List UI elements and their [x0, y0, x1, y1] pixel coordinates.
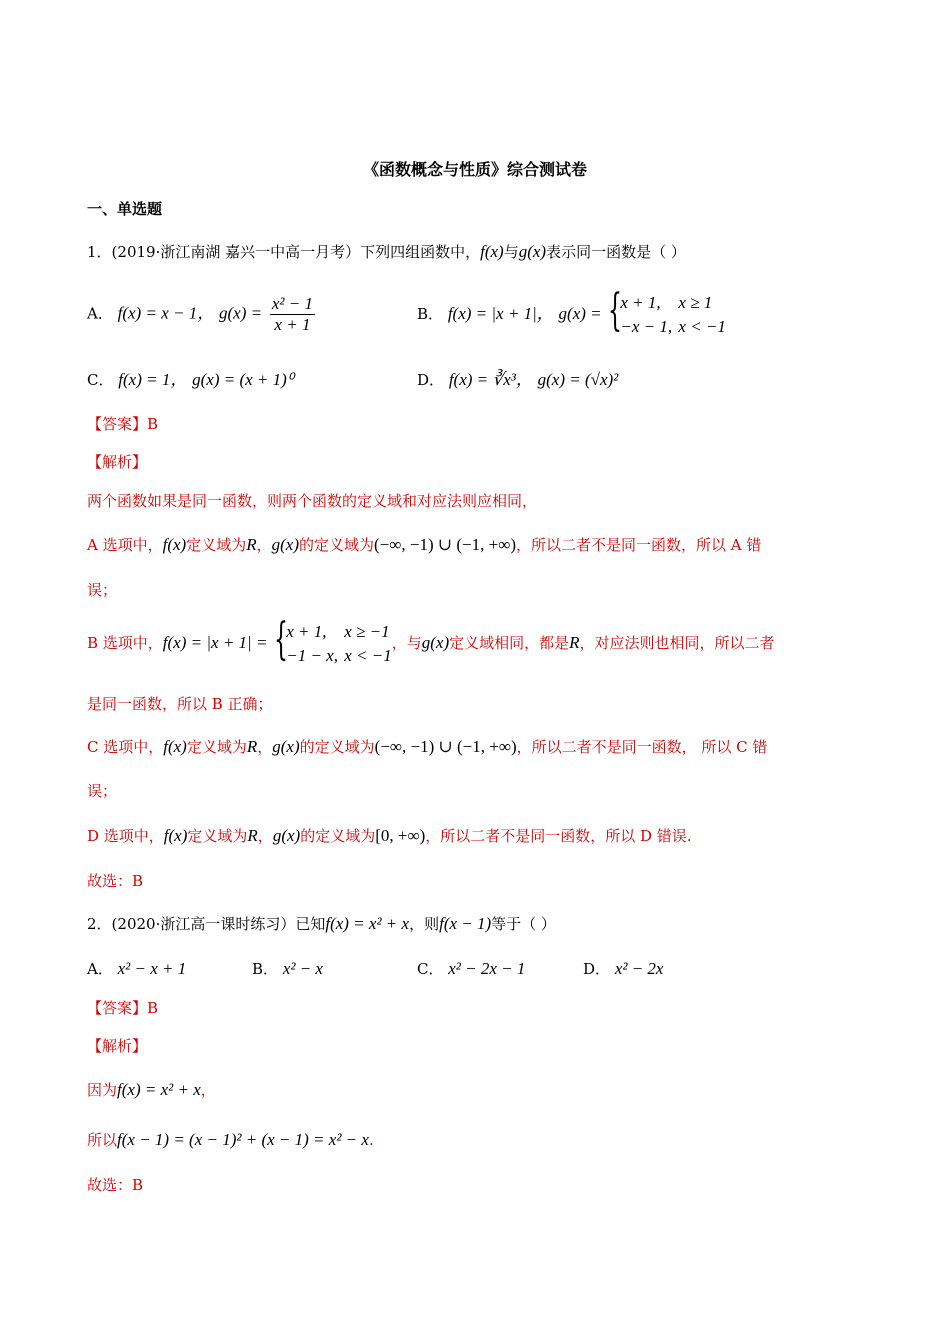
q1-option-a-f: f(x) = x − 1，: [117, 303, 215, 323]
brace-icon: {: [274, 614, 289, 665]
q1-a3-post: ，对应法则也相同，所以二者: [579, 634, 775, 652]
q1-a4-pre: C 选项中，: [87, 738, 164, 756]
q1-analysis-line-5: [87, 824, 863, 848]
q1-a3-case2-expr: −1 − x,: [286, 646, 338, 665]
q1-option-a-label: A．: [87, 304, 113, 323]
q1-a5-R: R: [247, 826, 258, 845]
q1-a2-g: g(x): [271, 535, 299, 554]
q2-stem-prefix: 2．(2020·浙江高一课时练习）已知: [87, 915, 326, 933]
q1-analysis-line-3-cont: 是同一函数，所以 B 正确；: [87, 695, 273, 713]
q1-analysis-line-2: [87, 533, 863, 557]
q2-option-d-label: D．: [583, 960, 611, 978]
q1-option-b-case1-cond: x ≥ 1: [678, 293, 713, 312]
q1-analysis-line-2-cont: 误；: [87, 581, 118, 599]
q1-analysis-line-4-cont: 误；: [87, 782, 118, 800]
q1-option-d-f: f(x) = ∛x³，: [448, 370, 533, 389]
q2-option-d-expr: x² − 2x: [614, 959, 664, 978]
q1-option-a-g: g(x) =: [219, 303, 263, 323]
q1-a2-post: ，所以二者不是同一函数，所以 A 错: [516, 536, 762, 554]
q1-stem-f: f(x): [480, 242, 504, 261]
q1-a2-mid2: 的定义域为: [299, 536, 375, 554]
q1-a3-case1-cond: x ≥ −1: [344, 622, 390, 641]
q1-option-b-case1-expr: x + 1,: [620, 293, 661, 312]
question-1-stem: [87, 240, 863, 264]
q1-a3-piecewise: [274, 614, 392, 668]
q1-analysis-label: 【解析】: [87, 453, 148, 471]
q1-answer: 【答案】B: [87, 415, 159, 433]
q1-option-a-fraction: [270, 294, 315, 335]
q2-stem-f: f(x) = x² + x: [325, 914, 410, 933]
q1-a5-pre: D 选项中，: [87, 827, 164, 845]
q1-a3-R: R: [569, 633, 580, 652]
q1-a2-f: f(x): [162, 535, 187, 554]
q1-a4-mid2: 的定义域为: [299, 738, 375, 756]
q1-a4-g: g(x): [272, 737, 300, 756]
q2-option-c-expr: x² − 2x − 1: [448, 959, 526, 978]
q1-option-b: [417, 285, 726, 339]
q1-analysis-line-3: [87, 614, 863, 668]
q1-a5-comma: ，: [257, 827, 273, 845]
q1-option-d-g: g(x) = (√x)²: [537, 370, 619, 389]
q1-a4-domain: (−∞, −1) ∪ (−1, +∞): [374, 737, 517, 756]
q1-option-a-denominator: x + 1: [274, 315, 311, 334]
section-heading: 一、单选题: [87, 200, 163, 218]
q1-a5-domain: [0, +∞): [375, 826, 426, 845]
q2-option-a-label: A．: [87, 960, 113, 978]
question-2-stem: [87, 912, 863, 936]
q1-a4-post: ，所以二者不是同一函数， 所以 C 错: [516, 738, 768, 756]
q2-option-d: [583, 957, 663, 981]
q1-stem-mid: 与: [503, 243, 519, 261]
q1-option-d-label: D．: [417, 371, 445, 389]
q1-option-c-f: f(x) = 1，: [118, 370, 188, 389]
q1-a3-mid2: 定义域相同，都是: [449, 634, 570, 652]
q2-option-b-expr: x² − x: [282, 959, 323, 978]
q2-answer: 【答案】B: [87, 999, 159, 1017]
q1-a4-comma: ，: [257, 738, 273, 756]
q1-option-b-f: f(x) = |x + 1|，: [447, 304, 554, 323]
q1-a4-R: R: [246, 737, 258, 756]
q1-option-b-label: B．: [417, 305, 444, 323]
page-title: 《函数概念与性质》综合测试卷: [362, 160, 587, 179]
q1-option-d: [417, 368, 618, 392]
q1-choose: 故选：B: [87, 872, 144, 890]
q1-a4-f: f(x): [163, 737, 187, 756]
q1-a3-pre: B 选项中，: [87, 634, 163, 652]
q2-choose: 故选：B: [87, 1176, 144, 1194]
q1-analysis-line-4: [87, 735, 863, 759]
q1-analysis-line-1: 两个函数如果是同一函数，则两个函数的定义域和对应法则应相同，: [87, 492, 538, 510]
q2-option-a: [87, 957, 186, 981]
q1-stem-prefix: 1．(2019·浙江南湖 嘉兴一中高一月考）下列四组函数中，: [87, 243, 481, 261]
q1-option-c-label: C．: [87, 371, 114, 389]
q1-a4-mid1: 定义域为: [186, 738, 247, 756]
q2-s1-pre: 因为: [87, 1081, 118, 1099]
q1-a3-mid: ，与: [391, 634, 422, 652]
q2-s2-post: .: [368, 1131, 374, 1149]
q1-option-b-g: g(x) =: [558, 304, 602, 323]
q1-a3-case2-cond: x < −1: [344, 646, 392, 665]
q1-option-c-g: g(x) = (x + 1)⁰: [192, 370, 294, 389]
q2-option-b-label: B．: [252, 960, 279, 978]
q2-option-c: [417, 957, 525, 981]
q1-stem-g: g(x): [518, 242, 547, 261]
q1-stem-suffix: 表示同一函数是（ ）: [546, 243, 686, 261]
q2-s2-pre: 所以: [87, 1131, 118, 1149]
q1-a5-mid1: 定义域为: [187, 827, 248, 845]
q1-a5-f: f(x): [163, 826, 188, 845]
q2-s2-math: f(x − 1) = (x − 1)² + (x − 1) = x² − x: [117, 1130, 369, 1149]
q2-analysis-label: 【解析】: [87, 1037, 148, 1055]
q1-a2-R: R: [246, 535, 257, 554]
q1-a5-post: ，所以二者不是同一函数，所以 D 错误.: [425, 827, 692, 845]
q1-option-a: [87, 294, 318, 335]
q2-stem-mid: ，则: [409, 915, 440, 933]
q2-analysis-line-2: [87, 1128, 863, 1152]
q2-analysis-line-1: [87, 1078, 863, 1102]
q1-option-b-case2-expr: −x − 1,: [620, 317, 673, 336]
q1-option-b-piecewise: [608, 285, 726, 339]
q1-a2-pre: A 选项中，: [87, 536, 163, 554]
q1-a2-domain: (−∞, −1) ∪ (−1, +∞): [374, 535, 516, 554]
q1-a2-mid1: 定义域为: [186, 536, 247, 554]
q2-s1-math: f(x) = x² + x: [117, 1080, 201, 1099]
q1-a5-g: g(x): [272, 826, 301, 845]
q2-stem-suffix: 等于（ ）: [491, 915, 556, 933]
q1-a3-case1-expr: x + 1,: [286, 622, 327, 641]
q2-option-a-expr: x² − x + 1: [117, 959, 187, 978]
q2-option-b: [252, 957, 323, 981]
q1-a3-g: g(x): [421, 633, 450, 652]
q2-stem-f2: f(x − 1): [439, 914, 492, 933]
q1-option-a-numerator: x² − 1: [271, 294, 313, 313]
q1-a2-comma: ，: [256, 536, 272, 554]
q1-a5-mid2: 的定义域为: [300, 827, 376, 845]
brace-icon: {: [608, 285, 623, 336]
q1-option-c: [87, 368, 294, 392]
q1-option-b-case2-cond: x < −1: [678, 317, 726, 336]
q2-option-c-label: C．: [417, 960, 444, 978]
q2-s1-post: ，: [200, 1081, 216, 1099]
q1-a3-f: f(x) = |x + 1| =: [162, 633, 268, 652]
